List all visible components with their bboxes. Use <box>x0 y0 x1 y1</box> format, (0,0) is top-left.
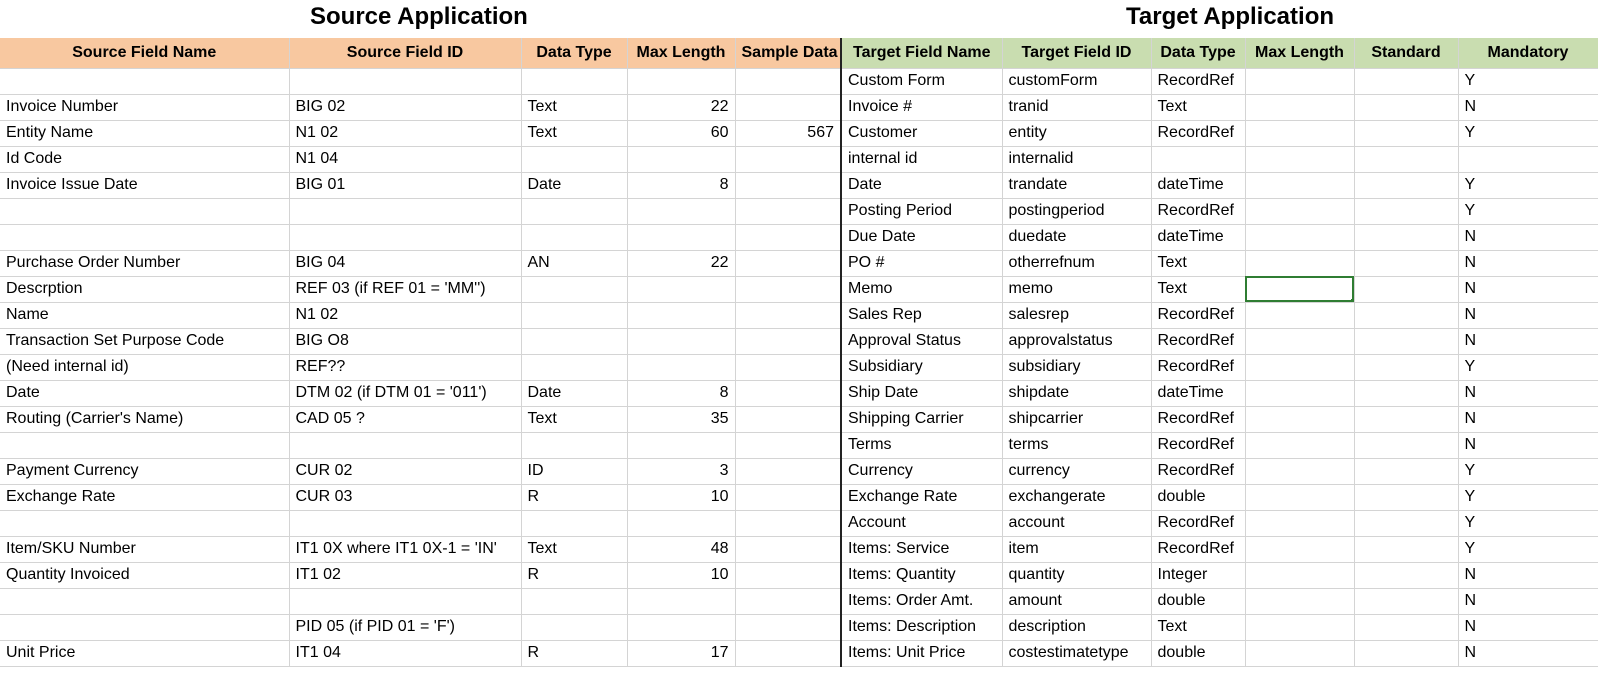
table-row <box>0 146 1598 172</box>
cell-target-data-type[interactable]: double <box>1151 640 1245 666</box>
cell-sample-data[interactable] <box>735 484 841 510</box>
table-row <box>0 120 1598 146</box>
cell-target-data-type[interactable]: RecordRef <box>1151 198 1245 224</box>
cell-target-max-length[interactable] <box>1245 614 1354 640</box>
cell-target-data-type[interactable]: dateTime <box>1151 380 1245 406</box>
cell-target-field-name[interactable]: Account <box>841 510 1002 536</box>
cell-target-field-name[interactable]: Items: Quantity <box>841 562 1002 588</box>
cell-standard[interactable] <box>1354 198 1458 224</box>
cell-mandatory[interactable]: N <box>1458 614 1598 640</box>
cell-source-field-name[interactable]: Descrption <box>0 276 289 302</box>
cell-mandatory[interactable]: Y <box>1458 354 1598 380</box>
cell-target-field-name[interactable]: Terms <box>841 432 1002 458</box>
cell-source-field-id[interactable]: BIG 04 <box>289 250 521 276</box>
cell-target-field-id[interactable]: exchangerate <box>1002 484 1151 510</box>
cell-source-field-id[interactable]: CAD 05 ? <box>289 406 521 432</box>
cell-source-field-id[interactable] <box>289 198 521 224</box>
cell-standard[interactable] <box>1354 172 1458 198</box>
header-sample-data[interactable]: Sample Data <box>735 38 841 68</box>
cell-source-field-name[interactable] <box>0 198 289 224</box>
cell-target-field-id[interactable]: currency <box>1002 458 1151 484</box>
cell-source-data-type[interactable] <box>521 328 627 354</box>
cell-source-data-type[interactable]: Text <box>521 406 627 432</box>
cell-source-field-id[interactable]: CUR 02 <box>289 458 521 484</box>
cell-source-field-name[interactable]: Item/SKU Number <box>0 536 289 562</box>
cell-target-field-name[interactable]: Currency <box>841 458 1002 484</box>
cell-source-field-id[interactable] <box>289 224 521 250</box>
cell-target-field-id[interactable]: item <box>1002 536 1151 562</box>
cell-source-field-name[interactable]: Invoice Issue Date <box>0 172 289 198</box>
cell-source-field-name[interactable] <box>0 68 289 94</box>
cell-source-data-type[interactable]: ID <box>521 458 627 484</box>
cell-target-max-length[interactable] <box>1245 146 1354 172</box>
table-row <box>0 536 1598 562</box>
cell-source-max-length[interactable] <box>627 432 735 458</box>
cell-target-field-id[interactable]: description <box>1002 614 1151 640</box>
cell-target-data-type[interactable]: RecordRef <box>1151 510 1245 536</box>
cell-target-max-length[interactable] <box>1245 328 1354 354</box>
table-row <box>0 354 1598 380</box>
cell-mandatory[interactable]: N <box>1458 276 1598 302</box>
cell-standard[interactable] <box>1354 120 1458 146</box>
cell-mandatory[interactable]: Y <box>1458 510 1598 536</box>
cell-standard[interactable] <box>1354 276 1458 302</box>
cell-target-data-type[interactable]: RecordRef <box>1151 406 1245 432</box>
cell-source-field-name[interactable] <box>0 510 289 536</box>
cell-source-field-name[interactable] <box>0 588 289 614</box>
cell-target-field-id[interactable]: subsidiary <box>1002 354 1151 380</box>
cell-target-field-name[interactable]: Customer <box>841 120 1002 146</box>
cell-source-max-length[interactable]: 3 <box>627 458 735 484</box>
cell-source-field-name[interactable]: Transaction Set Purpose Code <box>0 328 289 354</box>
header-row <box>0 38 1598 68</box>
cell-source-field-name[interactable]: Entity Name <box>0 120 289 146</box>
cell-target-field-id[interactable]: tranid <box>1002 94 1151 120</box>
table-row <box>0 406 1598 432</box>
cell-sample-data[interactable] <box>735 146 841 172</box>
cell-mandatory[interactable]: Y <box>1458 484 1598 510</box>
cell-source-field-name[interactable]: Purchase Order Number <box>0 250 289 276</box>
table-row <box>0 302 1598 328</box>
cell-target-field-name[interactable]: Items: Unit Price <box>841 640 1002 666</box>
cell-source-data-type[interactable]: R <box>521 640 627 666</box>
cell-target-max-length[interactable] <box>1245 380 1354 406</box>
cell-source-data-type[interactable] <box>521 224 627 250</box>
cell-mandatory[interactable] <box>1458 146 1598 172</box>
cell-source-data-type[interactable]: R <box>521 484 627 510</box>
cell-source-max-length[interactable] <box>627 68 735 94</box>
cell-standard[interactable] <box>1354 354 1458 380</box>
cell-source-field-id[interactable] <box>289 432 521 458</box>
header-target-field-id[interactable]: Target Field ID <box>1002 38 1151 68</box>
cell-target-data-type[interactable]: RecordRef <box>1151 458 1245 484</box>
cell-target-field-name[interactable]: Due Date <box>841 224 1002 250</box>
cell-source-field-id[interactable]: IT1 0X where IT1 0X-1 = 'IN' <box>289 536 521 562</box>
mapping-table <box>0 38 1598 667</box>
cell-source-data-type[interactable] <box>521 432 627 458</box>
cell-target-field-name[interactable]: Items: Service <box>841 536 1002 562</box>
cell-sample-data[interactable] <box>735 198 841 224</box>
table-body <box>0 68 1598 666</box>
cell-source-max-length[interactable] <box>627 588 735 614</box>
table-row <box>0 68 1598 94</box>
cell-target-max-length[interactable] <box>1245 354 1354 380</box>
cell-target-field-id[interactable]: approvalstatus <box>1002 328 1151 354</box>
cell-mandatory[interactable]: N <box>1458 432 1598 458</box>
table-row <box>0 198 1598 224</box>
cell-target-data-type[interactable]: double <box>1151 588 1245 614</box>
cell-sample-data[interactable] <box>735 432 841 458</box>
cell-source-field-name[interactable]: Invoice Number <box>0 94 289 120</box>
cell-sample-data[interactable] <box>735 224 841 250</box>
cell-source-max-length[interactable] <box>627 328 735 354</box>
table-row <box>0 380 1598 406</box>
source-application-title: Source Application <box>310 3 528 30</box>
cell-target-field-name[interactable]: Shipping Carrier <box>841 406 1002 432</box>
cell-mandatory[interactable]: Y <box>1458 120 1598 146</box>
header-standard[interactable]: Standard <box>1354 38 1458 68</box>
cell-target-max-length[interactable] <box>1245 640 1354 666</box>
cell-target-max-length[interactable] <box>1245 536 1354 562</box>
cell-target-max-length[interactable] <box>1245 276 1354 302</box>
cell-target-max-length[interactable] <box>1245 224 1354 250</box>
cell-sample-data[interactable] <box>735 94 841 120</box>
cell-source-max-length[interactable] <box>627 146 735 172</box>
cell-mandatory[interactable]: N <box>1458 250 1598 276</box>
cell-source-data-type[interactable]: Text <box>521 120 627 146</box>
table-row <box>0 484 1598 510</box>
cell-standard[interactable] <box>1354 68 1458 94</box>
cell-source-field-name[interactable] <box>0 614 289 640</box>
cell-target-field-name[interactable]: Approval Status <box>841 328 1002 354</box>
cell-mandatory[interactable]: N <box>1458 224 1598 250</box>
cell-sample-data[interactable] <box>735 536 841 562</box>
cell-standard[interactable] <box>1354 458 1458 484</box>
cell-source-field-id[interactable]: N1 04 <box>289 146 521 172</box>
cell-source-data-type[interactable] <box>521 198 627 224</box>
cell-target-max-length[interactable] <box>1245 172 1354 198</box>
cell-mandatory[interactable]: N <box>1458 640 1598 666</box>
cell-standard[interactable] <box>1354 380 1458 406</box>
table-row <box>0 432 1598 458</box>
cell-source-field-name[interactable]: Exchange Rate <box>0 484 289 510</box>
cell-target-max-length[interactable] <box>1245 458 1354 484</box>
table-row <box>0 458 1598 484</box>
header-source-max-length[interactable]: Max Length <box>627 38 735 68</box>
cell-mandatory[interactable]: N <box>1458 380 1598 406</box>
cell-target-field-name[interactable]: Items: Description <box>841 614 1002 640</box>
cell-standard[interactable] <box>1354 224 1458 250</box>
cell-source-max-length[interactable]: 22 <box>627 250 735 276</box>
cell-source-data-type[interactable] <box>521 354 627 380</box>
cell-sample-data[interactable] <box>735 562 841 588</box>
cell-target-max-length[interactable] <box>1245 406 1354 432</box>
cell-source-field-id[interactable]: N1 02 <box>289 120 521 146</box>
cell-source-data-type[interactable] <box>521 614 627 640</box>
cell-source-max-length[interactable]: 8 <box>627 380 735 406</box>
cell-target-max-length[interactable] <box>1245 198 1354 224</box>
cell-source-field-id[interactable] <box>289 510 521 536</box>
header-source-field-name[interactable]: Source Field Name <box>0 38 289 68</box>
table-row <box>0 562 1598 588</box>
table-row <box>0 640 1598 666</box>
cell-standard[interactable] <box>1354 588 1458 614</box>
target-application-title: Target Application <box>1126 3 1335 30</box>
cell-target-data-type[interactable]: RecordRef <box>1151 328 1245 354</box>
cell-source-field-name[interactable]: Id Code <box>0 146 289 172</box>
cell-sample-data[interactable] <box>735 68 841 94</box>
cell-target-field-name[interactable]: Date <box>841 172 1002 198</box>
cell-standard[interactable] <box>1354 432 1458 458</box>
cell-target-data-type[interactable]: RecordRef <box>1151 536 1245 562</box>
cell-target-field-name[interactable]: Custom Form <box>841 68 1002 94</box>
cell-source-field-id[interactable] <box>289 588 521 614</box>
cell-source-field-name[interactable]: Quantity Invoiced <box>0 562 289 588</box>
cell-sample-data[interactable] <box>735 250 841 276</box>
cell-source-field-id[interactable]: IT1 02 <box>289 562 521 588</box>
cell-target-field-name[interactable]: Invoice # <box>841 94 1002 120</box>
cell-source-max-length[interactable] <box>627 198 735 224</box>
cell-sample-data[interactable] <box>735 302 841 328</box>
cell-source-max-length[interactable]: 35 <box>627 406 735 432</box>
cell-source-field-name[interactable]: Name <box>0 302 289 328</box>
cell-target-field-name[interactable]: Sales Rep <box>841 302 1002 328</box>
table-row <box>0 510 1598 536</box>
cell-source-data-type[interactable] <box>521 510 627 536</box>
cell-target-max-length[interactable] <box>1245 68 1354 94</box>
cell-target-data-type[interactable]: RecordRef <box>1151 302 1245 328</box>
cell-sample-data[interactable] <box>735 406 841 432</box>
table-row <box>0 588 1598 614</box>
cell-source-max-length[interactable] <box>627 276 735 302</box>
cell-standard[interactable] <box>1354 536 1458 562</box>
cell-standard[interactable] <box>1354 302 1458 328</box>
cell-source-data-type[interactable]: AN <box>521 250 627 276</box>
cell-source-max-length[interactable] <box>627 354 735 380</box>
cell-target-max-length[interactable] <box>1245 302 1354 328</box>
cell-standard[interactable] <box>1354 484 1458 510</box>
cell-target-field-name[interactable]: Memo <box>841 276 1002 302</box>
cell-mandatory[interactable]: N <box>1458 302 1598 328</box>
cell-source-max-length[interactable] <box>627 510 735 536</box>
cell-sample-data[interactable] <box>735 510 841 536</box>
cell-target-field-id[interactable]: postingperiod <box>1002 198 1151 224</box>
cell-source-max-length[interactable]: 17 <box>627 640 735 666</box>
cell-source-max-length[interactable]: 10 <box>627 484 735 510</box>
cell-source-field-id[interactable]: BIG O8 <box>289 328 521 354</box>
cell-source-field-id[interactable] <box>289 68 521 94</box>
cell-source-field-name[interactable] <box>0 432 289 458</box>
cell-source-field-name[interactable]: Payment Currency <box>0 458 289 484</box>
cell-target-field-id[interactable]: costestimatetype <box>1002 640 1151 666</box>
cell-source-data-type[interactable]: R <box>521 562 627 588</box>
cell-target-data-type[interactable]: dateTime <box>1151 172 1245 198</box>
cell-sample-data[interactable] <box>735 172 841 198</box>
cell-source-data-type[interactable]: Text <box>521 536 627 562</box>
cell-source-field-id[interactable]: IT1 04 <box>289 640 521 666</box>
cell-standard[interactable] <box>1354 640 1458 666</box>
cell-standard[interactable] <box>1354 614 1458 640</box>
cell-source-data-type[interactable] <box>521 276 627 302</box>
cell-source-max-length[interactable]: 60 <box>627 120 735 146</box>
table-row <box>0 614 1598 640</box>
cell-target-field-id[interactable]: shipdate <box>1002 380 1151 406</box>
cell-mandatory[interactable]: N <box>1458 562 1598 588</box>
cell-source-data-type[interactable]: Date <box>521 380 627 406</box>
cell-source-field-id[interactable]: PID 05 (if PID 01 = 'F') <box>289 614 521 640</box>
cell-target-data-type[interactable]: Text <box>1151 94 1245 120</box>
cell-source-field-id[interactable]: DTM 02 (if DTM 01 = '011') <box>289 380 521 406</box>
cell-mandatory[interactable]: N <box>1458 94 1598 120</box>
cell-source-field-name[interactable]: (Need internal id) <box>0 354 289 380</box>
cell-target-field-id[interactable]: customForm <box>1002 68 1151 94</box>
cell-target-field-id[interactable]: entity <box>1002 120 1151 146</box>
cell-target-field-name[interactable]: Items: Order Amt. <box>841 588 1002 614</box>
cell-source-field-id[interactable]: CUR 03 <box>289 484 521 510</box>
cell-target-field-id[interactable]: trandate <box>1002 172 1151 198</box>
cell-standard[interactable] <box>1354 94 1458 120</box>
cell-target-data-type[interactable]: Integer <box>1151 562 1245 588</box>
cell-source-field-name[interactable]: Routing (Carrier's Name) <box>0 406 289 432</box>
cell-target-field-id[interactable]: amount <box>1002 588 1151 614</box>
cell-target-field-id[interactable]: account <box>1002 510 1151 536</box>
header-mandatory[interactable]: Mandatory <box>1458 38 1598 68</box>
cell-target-data-type[interactable]: double <box>1151 484 1245 510</box>
cell-target-data-type[interactable] <box>1151 146 1245 172</box>
cell-source-field-id[interactable]: REF?? <box>289 354 521 380</box>
cell-target-max-length[interactable] <box>1245 120 1354 146</box>
cell-target-data-type[interactable]: RecordRef <box>1151 68 1245 94</box>
cell-source-data-type[interactable] <box>521 68 627 94</box>
cell-source-data-type[interactable] <box>521 146 627 172</box>
cell-target-field-id[interactable]: salesrep <box>1002 302 1151 328</box>
cell-source-max-length[interactable]: 22 <box>627 94 735 120</box>
cell-source-field-id[interactable]: REF 03 (if REF 01 = 'MM'') <box>289 276 521 302</box>
cell-standard[interactable] <box>1354 328 1458 354</box>
table-row <box>0 224 1598 250</box>
cell-source-max-length[interactable] <box>627 614 735 640</box>
cell-target-field-id[interactable]: duedate <box>1002 224 1151 250</box>
cell-source-max-length[interactable]: 10 <box>627 562 735 588</box>
cell-target-data-type[interactable]: Text <box>1151 276 1245 302</box>
cell-sample-data[interactable] <box>735 380 841 406</box>
cell-mandatory[interactable]: N <box>1458 328 1598 354</box>
cell-sample-data[interactable] <box>735 640 841 666</box>
cell-source-field-name[interactable]: Unit Price <box>0 640 289 666</box>
cell-mandatory[interactable]: Y <box>1458 198 1598 224</box>
header-target-data-type[interactable]: Data Type <box>1151 38 1245 68</box>
cell-mandatory[interactable]: Y <box>1458 536 1598 562</box>
table-row <box>0 94 1598 120</box>
cell-target-max-length[interactable] <box>1245 432 1354 458</box>
cell-target-max-length[interactable] <box>1245 94 1354 120</box>
cell-target-field-name[interactable]: internal id <box>841 146 1002 172</box>
cell-source-data-type[interactable] <box>521 588 627 614</box>
cell-target-field-id[interactable]: internalid <box>1002 146 1151 172</box>
cell-target-data-type[interactable]: RecordRef <box>1151 432 1245 458</box>
cell-standard[interactable] <box>1354 250 1458 276</box>
title-row <box>0 0 1598 38</box>
cell-target-field-id[interactable]: quantity <box>1002 562 1151 588</box>
cell-sample-data[interactable] <box>735 276 841 302</box>
cell-target-field-name[interactable]: Exchange Rate <box>841 484 1002 510</box>
cell-source-field-name[interactable] <box>0 224 289 250</box>
cell-target-data-type[interactable]: Text <box>1151 250 1245 276</box>
cell-target-field-id[interactable]: otherrefnum <box>1002 250 1151 276</box>
cell-source-max-length[interactable] <box>627 224 735 250</box>
cell-source-max-length[interactable] <box>627 302 735 328</box>
cell-source-data-type[interactable]: Text <box>521 94 627 120</box>
cell-sample-data[interactable] <box>735 614 841 640</box>
cell-mandatory[interactable]: Y <box>1458 68 1598 94</box>
cell-target-field-name[interactable]: PO # <box>841 250 1002 276</box>
table-row <box>0 276 1598 302</box>
cell-target-field-name[interactable]: Subsidiary <box>841 354 1002 380</box>
cell-standard[interactable] <box>1354 510 1458 536</box>
cell-sample-data[interactable] <box>735 458 841 484</box>
cell-sample-data[interactable] <box>735 328 841 354</box>
cell-sample-data[interactable] <box>735 354 841 380</box>
cell-target-field-name[interactable]: Posting Period <box>841 198 1002 224</box>
cell-source-data-type[interactable] <box>521 302 627 328</box>
cell-standard[interactable] <box>1354 146 1458 172</box>
cell-target-max-length[interactable] <box>1245 562 1354 588</box>
cell-sample-data[interactable] <box>735 588 841 614</box>
cell-target-data-type[interactable]: RecordRef <box>1151 354 1245 380</box>
cell-source-data-type[interactable]: Date <box>521 172 627 198</box>
cell-target-field-id[interactable]: memo <box>1002 276 1151 302</box>
cell-target-field-id[interactable]: terms <box>1002 432 1151 458</box>
cell-target-data-type[interactable]: Text <box>1151 614 1245 640</box>
cell-mandatory[interactable]: N <box>1458 588 1598 614</box>
header-source-data-type[interactable]: Data Type <box>521 38 627 68</box>
cell-target-max-length[interactable] <box>1245 484 1354 510</box>
header-source-field-id[interactable]: Source Field ID <box>289 38 521 68</box>
cell-target-max-length[interactable] <box>1245 250 1354 276</box>
table-row <box>0 328 1598 354</box>
cell-target-field-name[interactable]: Ship Date <box>841 380 1002 406</box>
cell-target-data-type[interactable]: dateTime <box>1151 224 1245 250</box>
cell-source-field-name[interactable]: Date <box>0 380 289 406</box>
cell-target-data-type[interactable]: RecordRef <box>1151 120 1245 146</box>
cell-target-max-length[interactable] <box>1245 588 1354 614</box>
header-target-field-name[interactable]: Target Field Name <box>841 38 1002 68</box>
table-row <box>0 250 1598 276</box>
cell-source-field-id[interactable]: BIG 01 <box>289 172 521 198</box>
cell-sample-data[interactable]: 567 <box>735 120 841 146</box>
cell-target-max-length[interactable] <box>1245 510 1354 536</box>
cell-mandatory[interactable]: Y <box>1458 458 1598 484</box>
cell-standard[interactable] <box>1354 406 1458 432</box>
header-target-max-length[interactable]: Max Length <box>1245 38 1354 68</box>
cell-target-field-id[interactable]: shipcarrier <box>1002 406 1151 432</box>
table-row <box>0 172 1598 198</box>
cell-standard[interactable] <box>1354 562 1458 588</box>
cell-source-max-length[interactable]: 8 <box>627 172 735 198</box>
cell-source-field-id[interactable]: N1 02 <box>289 302 521 328</box>
cell-source-max-length[interactable]: 48 <box>627 536 735 562</box>
cell-mandatory[interactable]: Y <box>1458 172 1598 198</box>
cell-source-field-id[interactable]: BIG 02 <box>289 94 521 120</box>
cell-mandatory[interactable]: N <box>1458 406 1598 432</box>
